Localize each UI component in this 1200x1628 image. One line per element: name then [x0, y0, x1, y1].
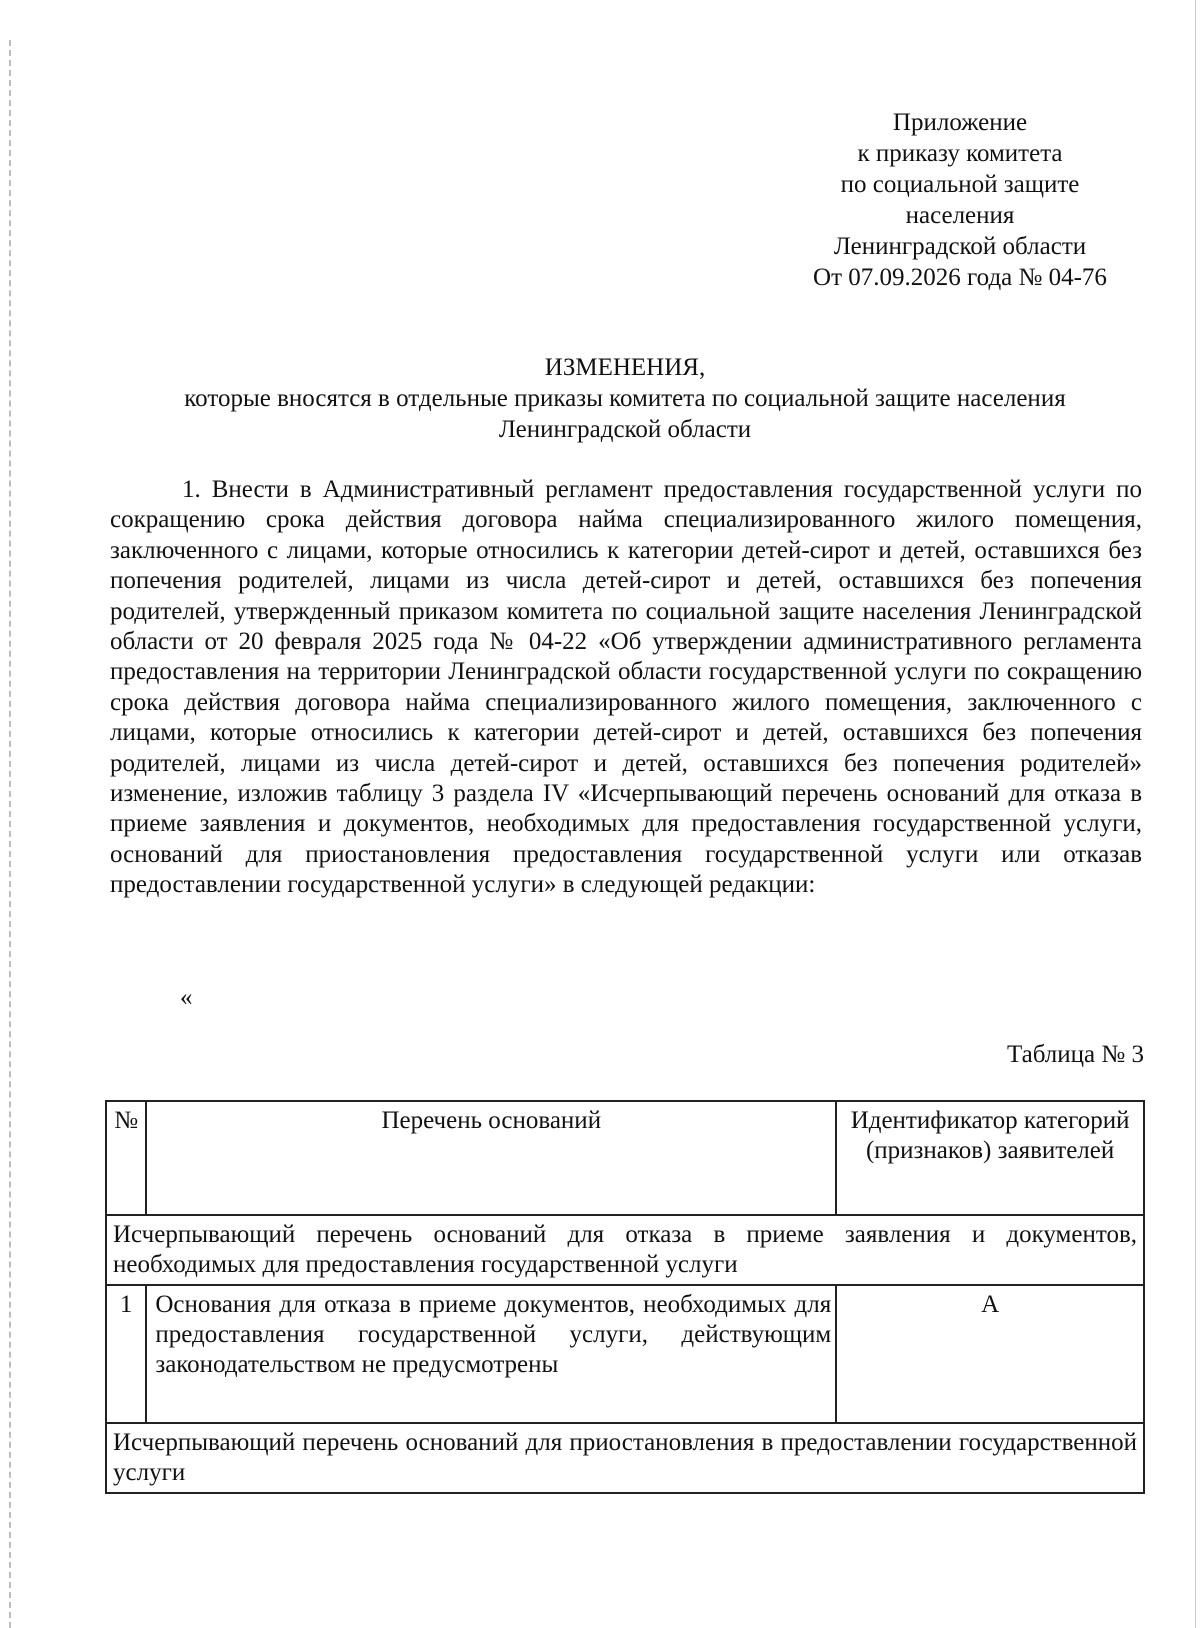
header-identifier: Идентификатор категорий (признаков) заявителей — [836, 1101, 1144, 1215]
appendix-line: Приложение — [892, 109, 1028, 136]
appendix-header — [760, 107, 1160, 293]
table-header-row — [106, 1101, 1144, 1215]
header-number: № — [106, 1101, 146, 1215]
appendix-line: к приказу комитета — [857, 140, 1063, 167]
appendix-line: Ленинградской области — [833, 233, 1087, 260]
row-identifier: А — [836, 1285, 1144, 1423]
appendix-line: по социальной защите — [840, 171, 1080, 198]
grounds-table — [105, 1100, 1145, 1494]
scan-right-edge — [1195, 0, 1196, 1628]
appendix-date-number: От 07.09.2026 года № 04-76 — [813, 264, 1107, 291]
document-title — [110, 352, 1140, 445]
row-grounds: Основания для отказа в приеме документов, необходимых для предоставления государственной услуги, действующим законодательством не предусмотрены — [146, 1285, 836, 1423]
row-number: 1 — [106, 1285, 146, 1423]
title-subline: которые вносятся в отдельные приказы комитета по социальной защите населения — [184, 385, 1066, 412]
table-section-row — [106, 1423, 1144, 1493]
table-section-row — [106, 1215, 1144, 1285]
appendix-line: населения — [905, 202, 1015, 229]
section-suspension: Исчерпывающий перечень оснований для приостановления в предоставлении государственной услуги — [106, 1423, 1144, 1493]
table-row — [106, 1285, 1144, 1423]
title-heading: ИЗМЕНЕНИЯ, — [544, 354, 706, 381]
scan-left-edge — [9, 40, 11, 1628]
title-subline-region: Ленинградской области — [498, 416, 752, 443]
section-refusal-acceptance: Исчерпывающий перечень оснований для отказа в приеме заявления и документов, необходимых для предоставления государственной услуги — [106, 1215, 1144, 1285]
body-paragraph: 1. Внести в Административный регламент предоставления государственной услуги по сокращению срока действия договора найма специализированного жилого помещения, заключенного с лицами, которые относились к категории детей-сирот и детей, оставшихся без попечения родителей, лицами из числа детей-сирот и детей, оставшихся без попечения родителей, утвержденный приказом комитета по социальной защите населения Ленинградской области от 20 февраля 2025 года № 04-22 «Об утверждении административного регламента предоставления на территории Ленинградской области государственной услуги по сокращению срока действия договора найма специализированного жилого помещения, заключенного с лицами, которые относились к категории детей-сирот и детей, оставшихся без попечения родителей, лицами из числа детей-сирот и детей, оставшихся без попечения родителей» изменение, изложив таблицу 3 раздела IV «Исчерпывающий перечень оснований для отказа в приеме заявления и документов, необходимых для предоставления государственной услуги, оснований для приостановления предоставления государственной услуги или отказав предоставлении государственной услуги» в следующей редакции: — [110, 476, 1142, 899]
opening-quote-mark: « — [180, 984, 193, 1011]
header-grounds: Перечень оснований — [146, 1101, 836, 1215]
table-caption: Таблица № 3 — [1006, 1041, 1144, 1068]
